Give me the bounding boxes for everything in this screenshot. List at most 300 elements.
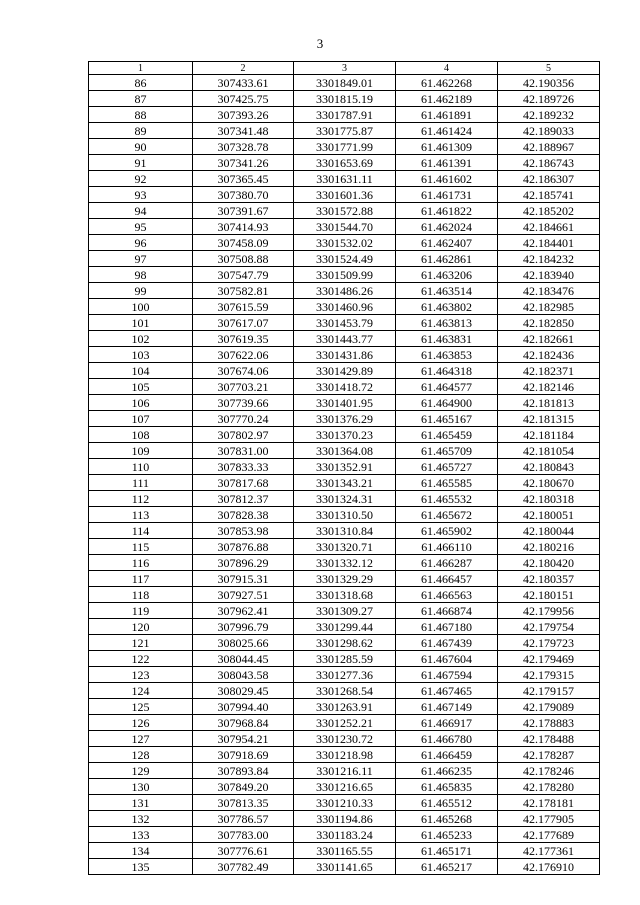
table-cell-col-2: 307812.37 [193,491,294,507]
table-cell-col-2: 307674.06 [193,363,294,379]
table-cell-col-5: 42.180044 [498,523,600,539]
table-cell-col-2: 307918.69 [193,747,294,763]
table-row [89,779,600,795]
table-row [89,427,600,443]
table-cell-col-5: 42.190356 [498,75,600,91]
table-cell-col-4: 61.466457 [396,571,498,587]
table-cell-col-3: 3301370.23 [294,427,396,443]
table-cell-col-4: 61.463831 [396,331,498,347]
table-cell-col-4: 61.466235 [396,763,498,779]
table-cell-col-5: 42.180670 [498,475,600,491]
table-cell-col-2: 307817.68 [193,475,294,491]
table-cell-col-1: 88 [89,107,193,123]
column-header-4: 4 [396,62,498,75]
table-cell-col-5: 42.180051 [498,507,600,523]
table-cell-col-4: 61.463802 [396,299,498,315]
table-cell-col-3: 3301401.95 [294,395,396,411]
table-cell-col-2: 307776.61 [193,843,294,859]
table-cell-col-5: 42.179315 [498,667,600,683]
table-row [89,251,600,267]
table-cell-col-5: 42.179089 [498,699,600,715]
table-cell-col-1: 95 [89,219,193,235]
table-cell-col-5: 42.182371 [498,363,600,379]
table-cell-col-4: 61.466874 [396,603,498,619]
table-cell-col-3: 3301141.65 [294,859,396,875]
table-cell-col-3: 3301572.88 [294,203,396,219]
table-cell-col-1: 98 [89,267,193,283]
table-cell-col-2: 307433.61 [193,75,294,91]
table-cell-col-1: 93 [89,187,193,203]
table-cell-col-1: 114 [89,523,193,539]
table-cell-col-1: 124 [89,683,193,699]
table-cell-col-1: 121 [89,635,193,651]
table-cell-col-2: 307833.33 [193,459,294,475]
table-cell-col-3: 3301815.19 [294,91,396,107]
table-cell-col-3: 3301318.68 [294,587,396,603]
table-cell-col-1: 113 [89,507,193,523]
table-cell-col-1: 97 [89,251,193,267]
table-cell-col-4: 61.464318 [396,363,498,379]
table-cell-col-2: 307802.97 [193,427,294,443]
table-cell-col-2: 307828.38 [193,507,294,523]
table-cell-col-4: 61.461424 [396,123,498,139]
table-cell-col-3: 3301216.11 [294,763,396,779]
table-cell-col-3: 3301252.21 [294,715,396,731]
table-row [89,651,600,667]
table-cell-col-5: 42.179956 [498,603,600,619]
table-row [89,107,600,123]
table-cell-col-2: 307425.75 [193,91,294,107]
column-header-3: 3 [294,62,396,75]
table-cell-col-3: 3301263.91 [294,699,396,715]
table-cell-col-1: 87 [89,91,193,107]
table-cell-col-3: 3301194.86 [294,811,396,827]
table-cell-col-2: 307547.79 [193,267,294,283]
table-row [89,795,600,811]
table-cell-col-2: 307622.06 [193,347,294,363]
table-cell-col-4: 61.461731 [396,187,498,203]
table-cell-col-5: 42.185741 [498,187,600,203]
table-cell-col-3: 3301216.65 [294,779,396,795]
table-cell-col-2: 307341.48 [193,123,294,139]
table-cell-col-5: 42.178246 [498,763,600,779]
table-row [89,555,600,571]
table-row [89,347,600,363]
table-cell-col-1: 107 [89,411,193,427]
table-cell-col-2: 307393.26 [193,107,294,123]
table-cell-col-4: 61.467594 [396,667,498,683]
table-cell-col-2: 307896.29 [193,555,294,571]
table-cell-col-3: 3301849.01 [294,75,396,91]
table-cell-col-3: 3301329.29 [294,571,396,587]
table-cell-col-1: 120 [89,619,193,635]
table-cell-col-3: 3301285.59 [294,651,396,667]
table-cell-col-2: 308043.58 [193,667,294,683]
table-cell-col-3: 3301775.87 [294,123,396,139]
table-row [89,171,600,187]
coordinates-table [88,61,600,875]
table-row [89,203,600,219]
table-cell-col-4: 61.465835 [396,779,498,795]
table-row [89,395,600,411]
table-cell-col-4: 61.465167 [396,411,498,427]
table-cell-col-1: 117 [89,571,193,587]
table-row [89,155,600,171]
table-cell-col-3: 3301343.21 [294,475,396,491]
column-header-1: 1 [89,62,193,75]
table-cell-col-1: 135 [89,859,193,875]
table-cell-col-1: 92 [89,171,193,187]
table-cell-col-5: 42.189232 [498,107,600,123]
table-cell-col-5: 42.176910 [498,859,600,875]
table-cell-col-1: 102 [89,331,193,347]
table-cell-col-4: 61.466917 [396,715,498,731]
table-cell-col-2: 307968.84 [193,715,294,731]
table-cell-col-2: 307508.88 [193,251,294,267]
table-cell-col-4: 61.462407 [396,235,498,251]
table-cell-col-1: 128 [89,747,193,763]
table-cell-col-4: 61.465268 [396,811,498,827]
table-cell-col-5: 42.184661 [498,219,600,235]
table-row [89,667,600,683]
table-row [89,91,600,107]
table-row [89,523,600,539]
table-cell-col-5: 42.178883 [498,715,600,731]
table-cell-col-3: 3301310.84 [294,523,396,539]
table-cell-col-1: 134 [89,843,193,859]
table-cell-col-2: 307783.00 [193,827,294,843]
table-cell-col-2: 307831.00 [193,443,294,459]
column-header-2: 2 [193,62,294,75]
table-cell-col-1: 122 [89,651,193,667]
table-cell-col-1: 132 [89,811,193,827]
table-cell-col-2: 307341.26 [193,155,294,171]
table-cell-col-3: 3301218.98 [294,747,396,763]
table-cell-col-1: 108 [89,427,193,443]
table-cell-col-2: 307703.21 [193,379,294,395]
table-cell-col-1: 126 [89,715,193,731]
table-cell-col-5: 42.184401 [498,235,600,251]
table-body [89,75,600,875]
table-cell-col-3: 3301268.54 [294,683,396,699]
table-cell-col-4: 61.465512 [396,795,498,811]
table-row [89,811,600,827]
table-cell-col-4: 61.462268 [396,75,498,91]
table-cell-col-3: 3301210.33 [294,795,396,811]
table-cell-col-1: 94 [89,203,193,219]
table-cell-col-2: 307619.35 [193,331,294,347]
table-cell-col-5: 42.180318 [498,491,600,507]
table-cell-col-2: 307853.98 [193,523,294,539]
table-cell-col-5: 42.180151 [498,587,600,603]
table-cell-col-5: 42.178488 [498,731,600,747]
table-cell-col-4: 61.466563 [396,587,498,603]
table-row [89,475,600,491]
table-row [89,507,600,523]
table-cell-col-4: 61.466780 [396,731,498,747]
table-row [89,235,600,251]
table-row [89,491,600,507]
table-cell-col-1: 119 [89,603,193,619]
table-cell-col-4: 61.463514 [396,283,498,299]
table-cell-col-4: 61.465532 [396,491,498,507]
table-cell-col-4: 61.466110 [396,539,498,555]
table-row [89,443,600,459]
table-cell-col-4: 61.462024 [396,219,498,235]
table-cell-col-3: 3301787.91 [294,107,396,123]
table-row [89,459,600,475]
table-row [89,619,600,635]
table-row [89,267,600,283]
table-cell-col-4: 61.463813 [396,315,498,331]
table-cell-col-5: 42.178280 [498,779,600,795]
table-cell-col-2: 307954.21 [193,731,294,747]
table-row [89,75,600,91]
table-cell-col-2: 307458.09 [193,235,294,251]
table-cell-col-2: 307414.93 [193,219,294,235]
table-cell-col-5: 42.189033 [498,123,600,139]
table-cell-col-3: 3301230.72 [294,731,396,747]
table-cell-col-2: 307615.59 [193,299,294,315]
table-cell-col-2: 307617.07 [193,315,294,331]
table-cell-col-2: 307786.57 [193,811,294,827]
table-cell-col-1: 118 [89,587,193,603]
table-row [89,763,600,779]
table-cell-col-4: 61.464577 [396,379,498,395]
table-cell-col-5: 42.182146 [498,379,600,395]
table-cell-col-5: 42.185202 [498,203,600,219]
table-cell-col-4: 61.461891 [396,107,498,123]
table-cell-col-4: 61.463853 [396,347,498,363]
table-cell-col-3: 3301486.26 [294,283,396,299]
table-cell-col-5: 42.181315 [498,411,600,427]
table-cell-col-1: 115 [89,539,193,555]
table-cell-col-2: 307915.31 [193,571,294,587]
table-cell-col-4: 61.465709 [396,443,498,459]
table-row [89,747,600,763]
table-cell-col-2: 307328.78 [193,139,294,155]
table-cell-col-3: 3301298.62 [294,635,396,651]
table-row [89,859,600,875]
table-row [89,123,600,139]
table-cell-col-3: 3301601.36 [294,187,396,203]
table-row [89,683,600,699]
table-cell-col-1: 89 [89,123,193,139]
page-number: 3 [316,36,324,51]
table-cell-col-3: 3301653.69 [294,155,396,171]
table-cell-col-1: 127 [89,731,193,747]
table-cell-col-5: 42.177689 [498,827,600,843]
table-cell-col-2: 307365.45 [193,171,294,187]
table-cell-col-5: 42.180216 [498,539,600,555]
table-cell-col-3: 3301310.50 [294,507,396,523]
table-cell-col-4: 61.465727 [396,459,498,475]
table-cell-col-5: 42.188967 [498,139,600,155]
table-cell-col-1: 96 [89,235,193,251]
table-cell-col-5: 42.178181 [498,795,600,811]
table-row [89,363,600,379]
table-cell-col-3: 3301453.79 [294,315,396,331]
table-cell-col-2: 307893.84 [193,763,294,779]
table-row [89,219,600,235]
table-cell-col-5: 42.182436 [498,347,600,363]
table-cell-col-4: 61.467604 [396,651,498,667]
table-cell-col-3: 3301509.99 [294,267,396,283]
table-cell-col-3: 3301352.91 [294,459,396,475]
table-cell-col-1: 101 [89,315,193,331]
table-cell-col-2: 307782.49 [193,859,294,875]
table-cell-col-1: 131 [89,795,193,811]
table-row [89,299,600,315]
table-cell-col-2: 307994.40 [193,699,294,715]
table-cell-col-1: 116 [89,555,193,571]
table-cell-col-4: 61.464900 [396,395,498,411]
table-cell-col-4: 61.465672 [396,507,498,523]
table-cell-col-4: 61.461602 [396,171,498,187]
table-cell-col-1: 104 [89,363,193,379]
table-cell-col-2: 307962.41 [193,603,294,619]
table-cell-col-3: 3301183.24 [294,827,396,843]
table-row [89,331,600,347]
table-cell-col-3: 3301299.44 [294,619,396,635]
table-cell-col-4: 61.461391 [396,155,498,171]
table-cell-col-5: 42.183940 [498,267,600,283]
table-cell-col-3: 3301364.08 [294,443,396,459]
table-cell-col-3: 3301277.36 [294,667,396,683]
table-cell-col-5: 42.180420 [498,555,600,571]
table-cell-col-4: 61.465902 [396,523,498,539]
table-cell-col-3: 3301376.29 [294,411,396,427]
table-cell-col-3: 3301524.49 [294,251,396,267]
table-cell-col-5: 42.180843 [498,459,600,475]
table-cell-col-4: 61.461309 [396,139,498,155]
table-cell-col-4: 61.467439 [396,635,498,651]
table-cell-col-4: 61.465171 [396,843,498,859]
table-cell-col-4: 61.462861 [396,251,498,267]
table-cell-col-2: 308044.45 [193,651,294,667]
table-cell-col-5: 42.177905 [498,811,600,827]
table-cell-col-5: 42.186307 [498,171,600,187]
table-row [89,699,600,715]
table-cell-col-5: 42.181813 [498,395,600,411]
table-cell-col-3: 3301332.12 [294,555,396,571]
table-cell-col-4: 61.465233 [396,827,498,843]
table-cell-col-3: 3301431.86 [294,347,396,363]
table-cell-col-2: 307996.79 [193,619,294,635]
table-cell-col-4: 61.467180 [396,619,498,635]
table-cell-col-5: 42.182850 [498,315,600,331]
table-cell-col-2: 307849.20 [193,779,294,795]
table-cell-col-5: 42.182985 [498,299,600,315]
table-cell-col-4: 61.462189 [396,91,498,107]
table-cell-col-4: 61.465217 [396,859,498,875]
table-cell-col-5: 42.179157 [498,683,600,699]
table-cell-col-1: 123 [89,667,193,683]
table-cell-col-4: 61.461822 [396,203,498,219]
table-row [89,187,600,203]
table-cell-col-1: 86 [89,75,193,91]
table-cell-col-5: 42.179469 [498,651,600,667]
table-cell-col-4: 61.467465 [396,683,498,699]
table-row [89,379,600,395]
table-cell-col-3: 3301320.71 [294,539,396,555]
column-header-5: 5 [498,62,600,75]
table-cell-col-1: 100 [89,299,193,315]
table-cell-col-1: 130 [89,779,193,795]
table-row [89,603,600,619]
table-row [89,283,600,299]
table-cell-col-4: 61.467149 [396,699,498,715]
table-cell-col-5: 42.180357 [498,571,600,587]
table-cell-col-5: 42.184232 [498,251,600,267]
table-cell-col-2: 307739.66 [193,395,294,411]
table-cell-col-1: 105 [89,379,193,395]
table-cell-col-4: 61.465459 [396,427,498,443]
table-row [89,539,600,555]
table-cell-col-2: 308029.45 [193,683,294,699]
table-cell-col-3: 3301324.31 [294,491,396,507]
table-cell-col-2: 307770.24 [193,411,294,427]
table-cell-col-5: 42.183476 [498,283,600,299]
table-cell-col-2: 307813.35 [193,795,294,811]
table-cell-col-3: 3301429.89 [294,363,396,379]
table-cell-col-1: 133 [89,827,193,843]
table-cell-col-2: 307380.70 [193,187,294,203]
table-row [89,139,600,155]
table-cell-col-5: 42.177361 [498,843,600,859]
table-cell-col-2: 307927.51 [193,587,294,603]
table-cell-col-4: 61.466287 [396,555,498,571]
table-cell-col-3: 3301309.27 [294,603,396,619]
table-cell-col-2: 308025.66 [193,635,294,651]
table-cell-col-1: 99 [89,283,193,299]
table-row [89,315,600,331]
table-cell-col-2: 307876.88 [193,539,294,555]
table-cell-col-1: 111 [89,475,193,491]
table-cell-col-1: 91 [89,155,193,171]
table-cell-col-3: 3301544.70 [294,219,396,235]
table-cell-col-5: 42.186743 [498,155,600,171]
table-cell-col-2: 307582.81 [193,283,294,299]
table-cell-col-2: 307391.67 [193,203,294,219]
table-cell-col-4: 61.463206 [396,267,498,283]
table-cell-col-3: 3301443.77 [294,331,396,347]
table-cell-col-1: 90 [89,139,193,155]
table-cell-col-5: 42.189726 [498,91,600,107]
table-header-row [89,62,600,75]
table-cell-col-1: 125 [89,699,193,715]
table-cell-col-5: 42.179754 [498,619,600,635]
table-cell-col-1: 109 [89,443,193,459]
table-row [89,587,600,603]
table-cell-col-5: 42.179723 [498,635,600,651]
table-row [89,827,600,843]
table-row [89,843,600,859]
table-cell-col-3: 3301418.72 [294,379,396,395]
table-cell-col-3: 3301771.99 [294,139,396,155]
table-cell-col-4: 61.465585 [396,475,498,491]
table-cell-col-3: 3301460.96 [294,299,396,315]
table-cell-col-5: 42.181184 [498,427,600,443]
table-cell-col-1: 112 [89,491,193,507]
table-cell-col-3: 3301631.11 [294,171,396,187]
table-row [89,571,600,587]
table-cell-col-5: 42.178287 [498,747,600,763]
table-cell-col-3: 3301532.02 [294,235,396,251]
table-cell-col-5: 42.181054 [498,443,600,459]
table-row [89,411,600,427]
table-cell-col-1: 129 [89,763,193,779]
